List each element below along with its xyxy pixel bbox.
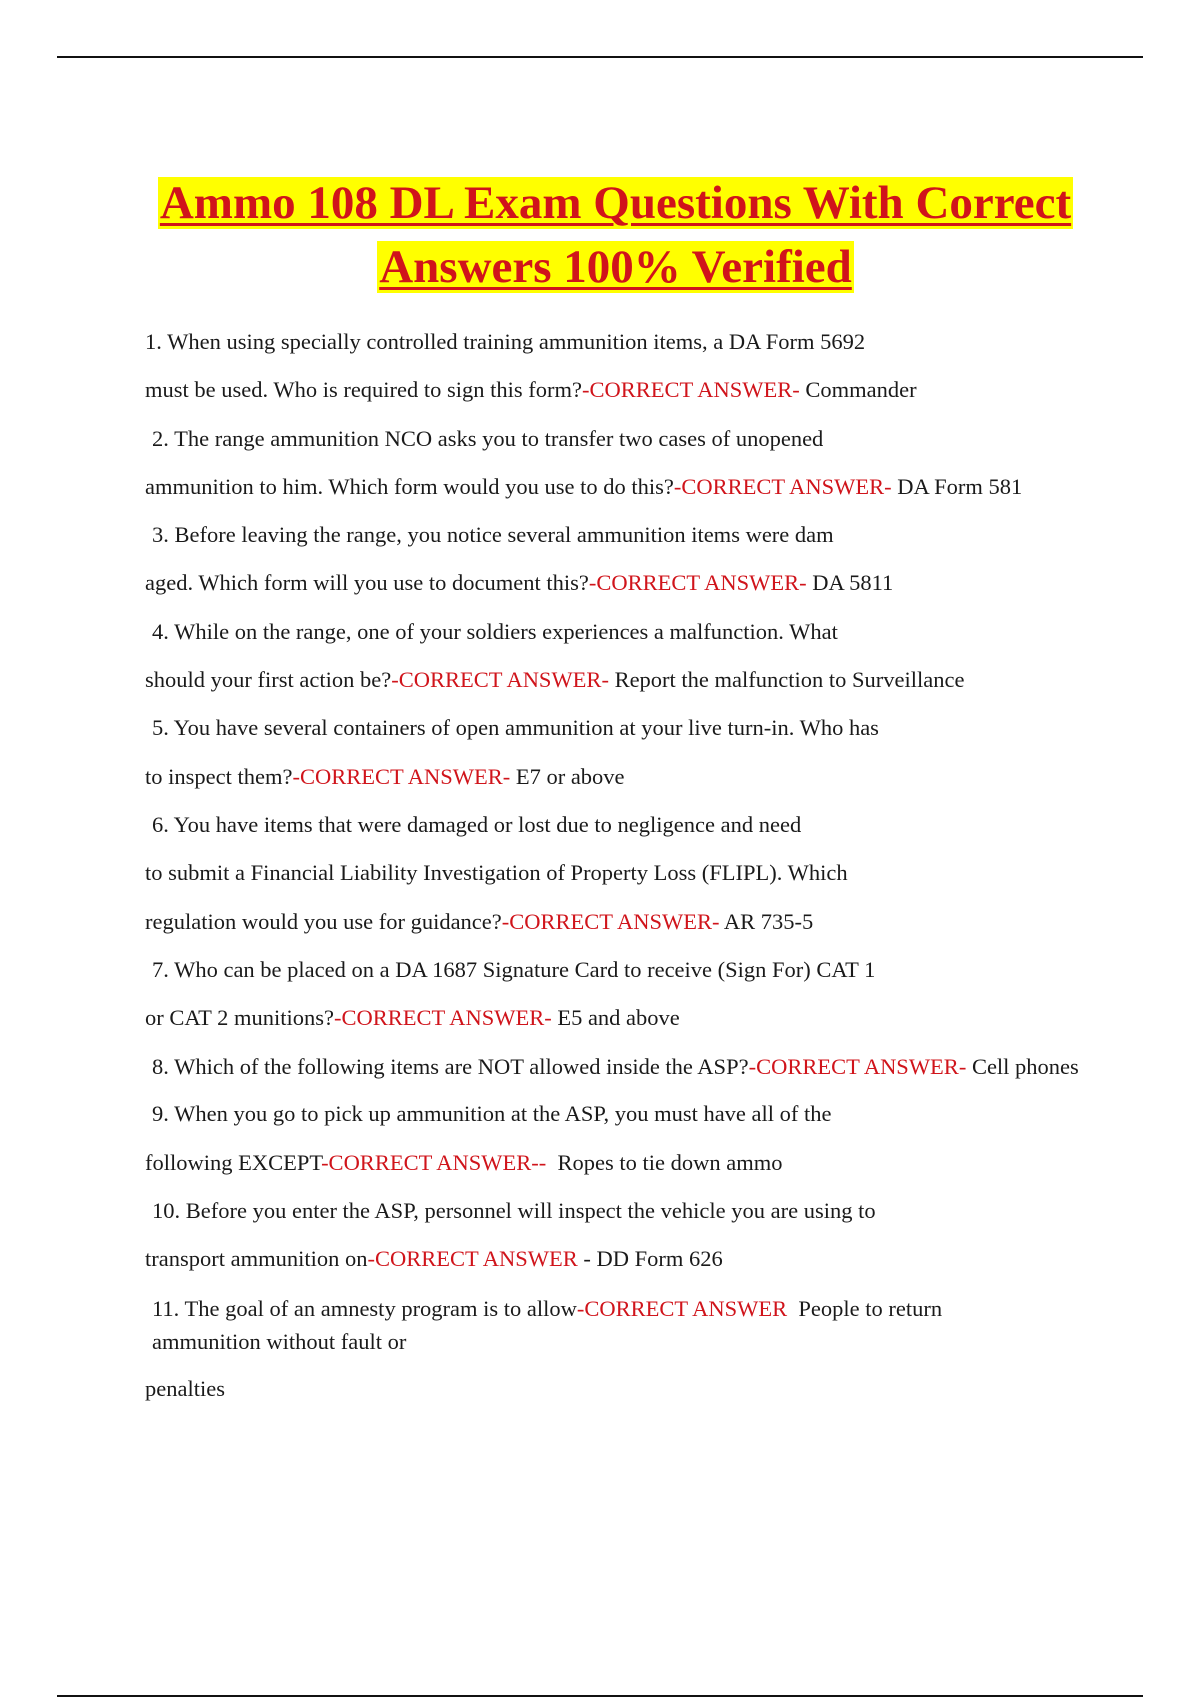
question-answer-line [145,656,1105,704]
question-text: 1. When using specially controlled training ammunition items, a DA Form 5692 [145,329,866,354]
answer-text: E5 and above [551,1005,680,1031]
question-answer-line [145,753,1105,801]
qa-item-6 [145,801,1105,946]
question-answer-line [145,1284,972,1365]
correct-answer-marker: -CORRECT ANSWER- [292,763,511,789]
correct-answer-marker: -CORRECT ANSWER-- [321,1149,547,1175]
top-rule [57,56,1143,58]
qa-item-11 [145,1284,1105,1413]
question-text: 10. Before you enter the ASP, personnel will inspect the vehicle you are using to [152,1198,876,1224]
correct-answer-marker: -CORRECT ANSWER- [333,1005,552,1031]
question-text: or CAT 2 munitions? [145,1005,334,1031]
question-text: 3. Before leaving the range, you notice several ammunition items were dam [152,522,834,548]
answer-text: - DD Form 626 [577,1246,723,1272]
question-text: transport ammunition on [145,1246,368,1272]
answer-text: Report the malfunction to Surveillance [608,667,965,693]
question-answer-line [145,1042,1105,1090]
question-answer-line [145,898,1105,946]
title-line-2: Answers 100% Verified [379,241,852,294]
question-text: to submit a Financial Liability Investigation of Property Loss (FLIPL). Which [145,860,848,886]
question-answer-line [145,994,1105,1042]
qa-item-9 [145,1090,1105,1187]
question-text: 8. Which of the following items are NOT allowed inside the ASP? [152,1054,749,1080]
question-text: must be used. Who is required to sign this form? [145,377,583,403]
question-text: ammunition to him. Which form would you use to do this? [145,473,674,499]
question-text: 11. The goal of an amnesty program is to allow [152,1295,577,1321]
question-text: should your first action be? [145,667,392,693]
correct-answer-marker: -CORRECT ANSWER- [673,473,892,499]
question-text: 7. Who can be placed on a DA 1687 Signature Card to receive (Sign For) CAT 1 [152,956,876,982]
question-answer-line [145,559,1105,607]
correct-answer-marker: -CORRECT ANSWER- [582,377,800,403]
question-text: to inspect them? [145,763,293,789]
qa-item-1 [145,318,1105,415]
answer-text: People to return ammunition without fault or [152,1295,948,1354]
qa-item-8 [145,1042,1105,1090]
question-text: 5. You have several containers of open ammunition at your live turn-in. Who has [152,715,879,741]
document-title [120,171,1111,299]
title-line-1: Ammo 108 DL Exam Questions With Correct [159,177,1072,230]
question-answer-line [145,1139,1105,1187]
qa-item-2 [145,415,1105,512]
question-text: 9. When you go to pick up ammunition at the ASP, you must have all of the [152,1101,832,1127]
qa-list [145,318,1105,1413]
question-text: 6. You have items that were damaged or lost due to negligence and need [152,811,802,837]
question-text: aged. Which form will you use to document this? [145,570,589,596]
answer-text: AR 735-5 [719,908,814,934]
question-answer-line [145,1235,1105,1283]
correct-answer-marker: -CORRECT ANSWER- [501,908,720,934]
correct-answer-marker: -CORRECT ANSWER- [588,570,807,596]
qa-item-3 [145,511,1105,608]
correct-answer-marker: -CORRECT ANSWER- [391,667,609,693]
correct-answer-marker: -CORRECT ANSWER- [748,1054,967,1080]
question-text: regulation would you use for guidance? [145,908,502,934]
answer-text: DA 5811 [806,570,894,596]
answer-text: Ropes to tie down ammo [546,1149,783,1175]
answer-text: DA Form 581 [891,473,1023,499]
qa-item-7 [145,946,1105,1043]
qa-item-10 [145,1187,1105,1284]
question-text: 2. The range ammunition NCO asks you to transfer two cases of unopened [152,425,824,451]
question-text: 4. While on the range, one of your soldiers experiences a malfunction. What [152,618,838,644]
question-answer-line [145,463,1105,511]
correct-answer-marker: -CORRECT ANSWER [367,1246,578,1272]
question-answer-line [145,366,1105,414]
answer-continuation: penalties [145,1375,225,1401]
correct-answer-marker: -CORRECT ANSWER [576,1295,788,1321]
answer-text: Commander [799,377,917,403]
answer-text: Cell phones [966,1054,1079,1080]
qa-item-5 [145,704,1105,801]
answer-text: E7 or above [510,763,625,789]
qa-item-4 [145,608,1105,705]
bottom-rule [57,1695,1143,1697]
question-text: following EXCEPT [145,1149,322,1175]
